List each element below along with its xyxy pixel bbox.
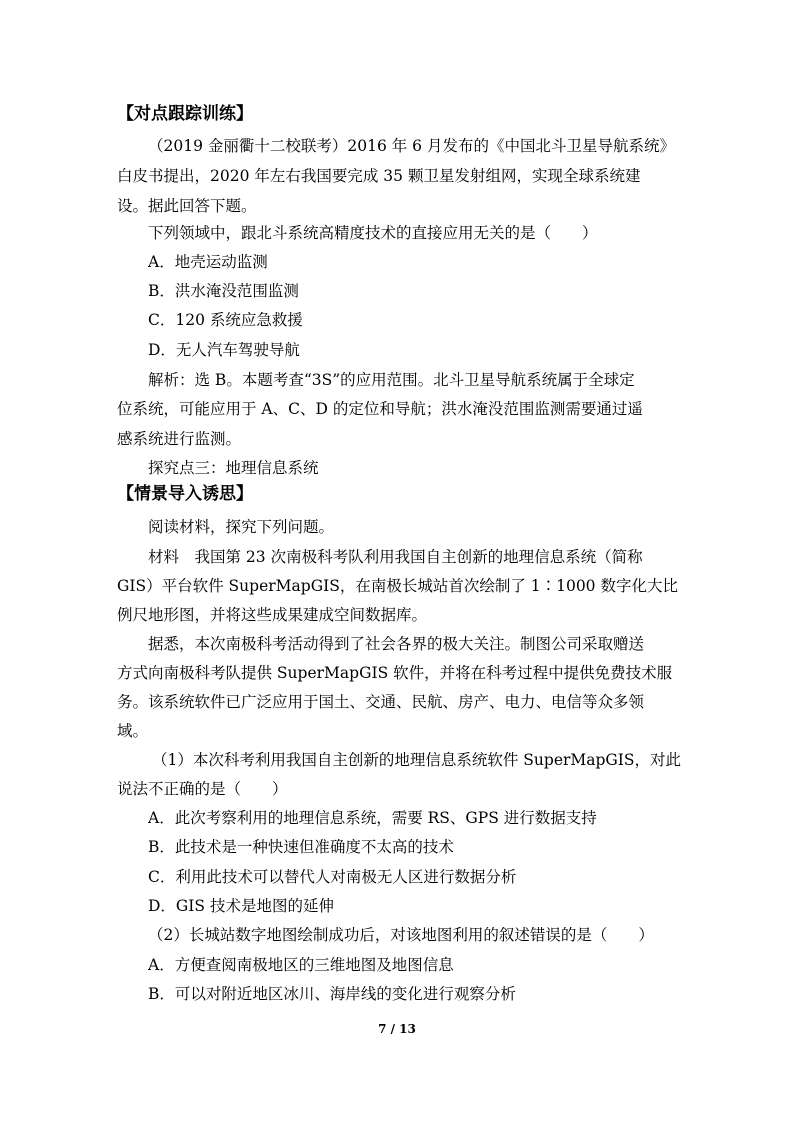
question-1-option-d: D．GIS 技术是地图的延伸 xyxy=(148,897,334,915)
paragraph-line: 设。据此回答下题。 xyxy=(117,197,257,215)
option-b: B．洪水淹没范围监测 xyxy=(148,282,299,300)
question-2-option-a: A．方便查阅南极地区的三维地图及地图信息 xyxy=(148,956,454,974)
answer-analysis: 解析：选 B。本题考查“3S”的应用范围。北斗卫星导航系统属于全球定 xyxy=(148,371,635,389)
answer-analysis: 位系统，可能应用于 A、C、D 的定位和导航；洪水淹没范围监测需要通过遥 xyxy=(117,400,643,418)
paragraph-line: （2019 金丽衢十二校联考）2016 年 6 月发布的《中国北斗卫星导航系统》 xyxy=(148,137,675,155)
section-heading-tracking: 【对点跟踪训练】 xyxy=(117,104,253,124)
question-1-option-b: B．此技术是一种快速但准确度不太高的技术 xyxy=(148,838,454,856)
question-1-text: （1）本次科考利用我国自主创新的地理信息系统软件 SuperMapGIS，对此 xyxy=(152,751,682,769)
paragraph-line: 白皮书提出，2020 年左右我国要完成 35 颗卫星发射组网，实现全球系统建 xyxy=(117,167,641,185)
instruction-text: 阅读材料，探究下列问题。 xyxy=(148,518,335,536)
option-c: C．120 系统应急救援 xyxy=(148,311,303,329)
option-a: A．地壳运动监测 xyxy=(148,253,268,271)
question-2-text: （2）长城站数字地图绘制成功后，对该地图利用的叙述错误的是（ ） xyxy=(148,926,654,944)
material-text: 材料 我国第 23 次南极科考队利用我国自主创新的地理信息系统（简称 xyxy=(148,548,643,566)
question-2-option-b: B．可以对附近地区冰川、海岸线的变化进行观察分析 xyxy=(148,985,516,1003)
material-text: 务。该系统软件已广泛应用于国土、交通、民航、房产、电力、电信等众多领 xyxy=(117,693,645,711)
subsection-title: 探究点三：地理信息系统 xyxy=(148,459,319,477)
option-d: D．无人汽车驾驶导航 xyxy=(148,341,300,359)
question-text: 下列领域中，跟北斗系统高精度技术的直接应用无关的是（ ） xyxy=(148,224,598,242)
answer-analysis: 感系统进行监测。 xyxy=(117,430,242,448)
question-1-option-a: A．此次考察利用的地理信息系统，需要 RS、GPS 进行数据支持 xyxy=(148,809,597,827)
page-number: 7 / 13 xyxy=(378,1022,416,1036)
material-text: GIS）平台软件 SuperMapGIS，在南极长城站首次绘制了 1∶1000 数字化大比 xyxy=(117,577,678,595)
material-text: 例尺地形图，并将这些成果建成空间数据库。 xyxy=(117,606,428,624)
material-text: 方式向南极科考队提供 SuperMapGIS 软件，并将在科考过程中提供免费技术服 xyxy=(117,664,673,682)
material-text: 域。 xyxy=(117,722,149,740)
section-heading-scenario: 【情景导入诱思】 xyxy=(117,484,253,504)
question-1-text: 说法不正确的是（ ） xyxy=(117,780,288,798)
material-text: 据悉，本次南极科考活动得到了社会各界的极大关注。制图公司采取赠送 xyxy=(148,635,645,653)
question-1-option-c: C．利用此技术可以替代人对南极无人区进行数据分析 xyxy=(148,868,517,886)
